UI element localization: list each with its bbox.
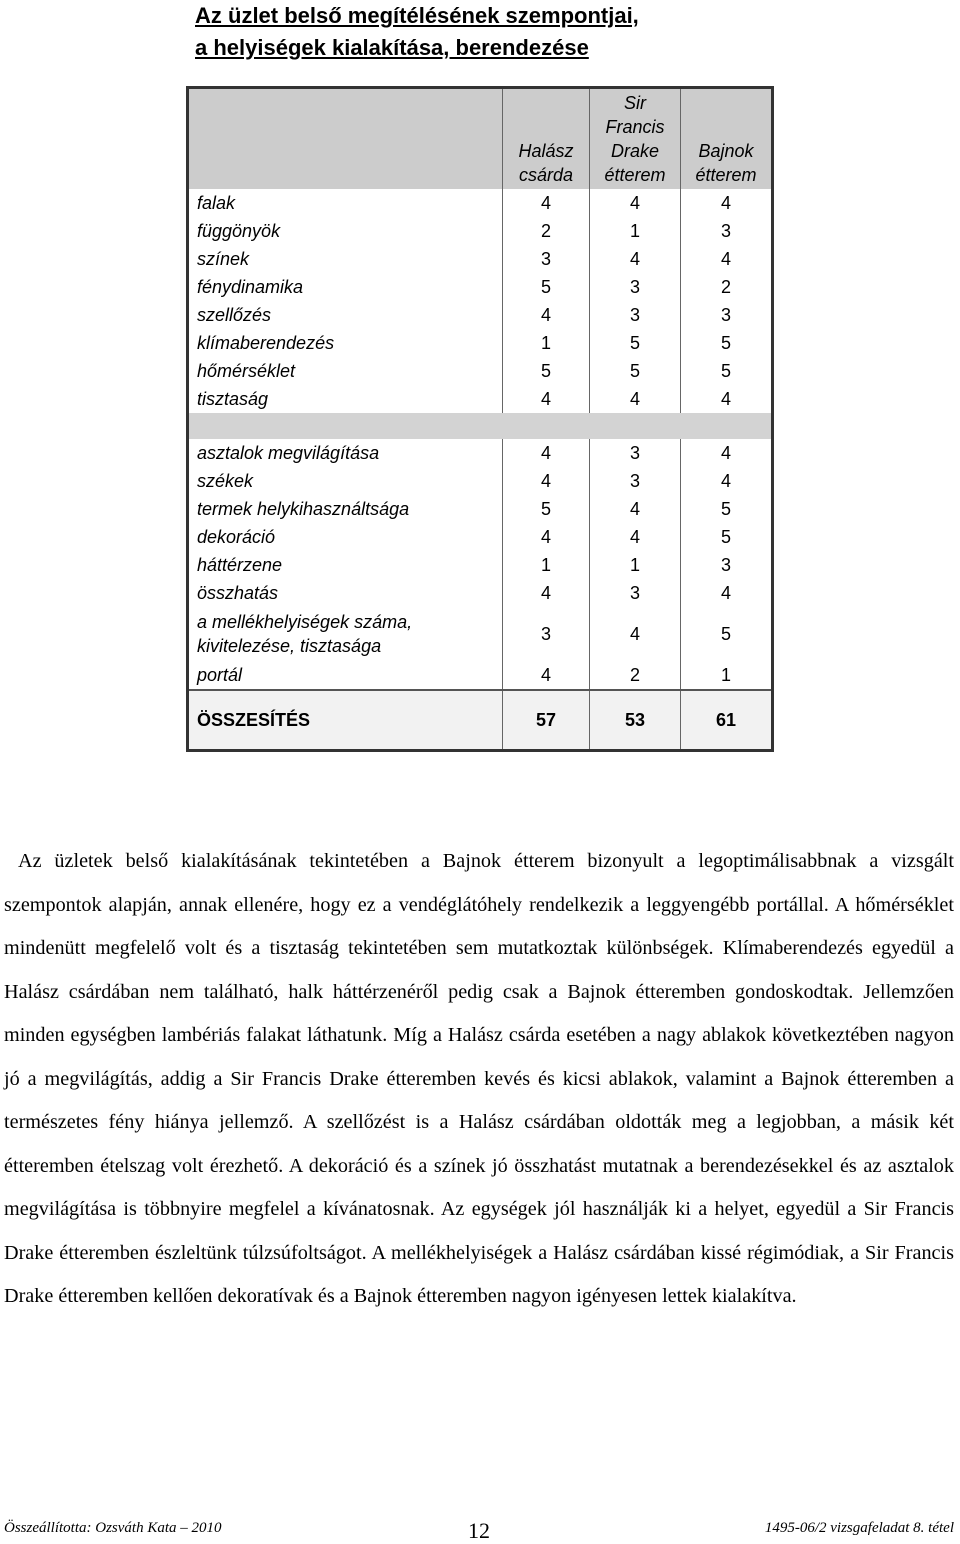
row-value: 3 [720, 221, 731, 241]
heading-line-1: Az üzlet belső megítélésének szempontjai, [195, 3, 639, 28]
total-value: 61 [681, 690, 773, 751]
row-label: függönyök [188, 217, 503, 245]
row-value: 5 [720, 333, 731, 353]
row-label: székek [188, 467, 503, 495]
row-value: 3 [590, 439, 681, 467]
row-label: összhatás [188, 579, 503, 607]
row-value: 4 [720, 471, 731, 491]
row-value: 5 [503, 357, 590, 385]
header-sir-francis-drake: Sir Francis Drake étterem [590, 88, 681, 190]
row-value: 5 [503, 273, 590, 301]
row-label: asztalok megvilágítása [188, 439, 503, 467]
header-bajnok-etterem: Bajnok étterem [681, 88, 773, 190]
row-value: 3 [590, 579, 681, 607]
row-label-line-2: kivitelezése, tisztasága [197, 636, 382, 656]
table-row [188, 661, 773, 690]
table-row [188, 329, 773, 357]
separator-cell [188, 413, 773, 439]
row-label: falak [188, 189, 503, 217]
row-value: 3 [503, 607, 590, 661]
table-row [188, 523, 773, 551]
table-row [188, 439, 773, 467]
footer-author: Összeállította: Ozsváth Kata – 2010 [4, 1520, 222, 1536]
row-value: 4 [590, 385, 681, 413]
row-value: 2 [503, 217, 590, 245]
row-value: 4 [503, 385, 590, 413]
row-value: 4 [503, 439, 590, 467]
row-label: szellőzés [188, 301, 503, 329]
heading-line-2: a helyiségek kialakítása, berendezése [195, 35, 589, 60]
row-value: 3 [720, 305, 731, 325]
row-value: 4 [503, 579, 590, 607]
row-value: 4 [720, 249, 731, 269]
group-separator-row [188, 413, 773, 439]
row-label: klímaberendezés [188, 329, 503, 357]
row-value: 3 [590, 301, 681, 329]
row-label [188, 607, 503, 661]
row-value: 5 [720, 527, 731, 547]
row-value: 4 [503, 189, 590, 217]
row-value: 2 [590, 661, 681, 690]
row-label: hőmérséklet [188, 357, 503, 385]
row-label: dekoráció [188, 523, 503, 551]
row-value: 4 [720, 583, 731, 603]
row-value: 4 [503, 523, 590, 551]
row-value: 4 [590, 495, 681, 523]
total-row [188, 690, 773, 751]
row-value: 4 [503, 467, 590, 495]
page-footer [4, 1510, 954, 1544]
page-number: 12 [468, 1518, 490, 1543]
header-blank-cell [188, 88, 503, 190]
table-header-row [188, 88, 773, 190]
row-value: 5 [503, 495, 590, 523]
row-value: 1 [720, 665, 731, 685]
total-value: 57 [503, 690, 590, 751]
table-row [188, 579, 773, 607]
row-value: 1 [590, 217, 681, 245]
header-halasz-csarda: Halász csárda [503, 88, 590, 190]
row-label: fénydinamika [188, 273, 503, 301]
row-value: 4 [720, 193, 731, 213]
section-heading [195, 0, 639, 64]
row-value: 4 [503, 661, 590, 690]
row-label-line-1: a mellékhelyiségek száma, [197, 612, 413, 632]
row-value: 1 [503, 551, 590, 579]
row-value: 4 [590, 523, 681, 551]
row-value: 4 [590, 189, 681, 217]
row-value: 3 [503, 245, 590, 273]
footer-exam-id: 1495-06/2 vizsgafeladat 8. tétel [764, 1520, 954, 1536]
table-row [188, 607, 773, 661]
row-value: 3 [590, 273, 681, 301]
row-value: 3 [720, 555, 731, 575]
table-row [188, 385, 773, 413]
score-table [186, 86, 774, 752]
row-label: portál [188, 661, 503, 690]
row-value: 4 [720, 443, 731, 463]
row-value: 1 [590, 551, 681, 579]
row-label: tisztaság [188, 385, 503, 413]
row-value: 4 [720, 389, 731, 409]
row-value: 3 [590, 467, 681, 495]
table-row [188, 189, 773, 217]
table-row [188, 495, 773, 523]
row-value: 5 [590, 329, 681, 357]
table-row [188, 357, 773, 385]
row-value: 4 [590, 245, 681, 273]
table-row [188, 301, 773, 329]
total-value: 53 [590, 690, 681, 751]
row-label: színek [188, 245, 503, 273]
row-value: 4 [503, 301, 590, 329]
row-value: 4 [590, 607, 681, 661]
row-value: 5 [720, 499, 731, 519]
table-row [188, 467, 773, 495]
row-label: termek helykihasználtsága [188, 495, 503, 523]
row-value: 2 [720, 277, 731, 297]
row-value: 5 [720, 624, 731, 644]
body-paragraph: Az üzletek belső kialakításának tekintetében a Bajnok étterem bizonyult a legoptimálisabbnak a vizsgált szempontok alapján, annak ellenére, hogy ez a vendéglátóhely rendelkezik a leggyengébb portállal. A hőmérséklet mindenütt megfelelő volt és a tisztaság tekintetében sem mutatkoztak különbségek. Klímaberendezés egyedül a Halász csárdában nem található, halk háttérzenéről pedig csak a Bajnok étteremben gondoskodtak. Jellemzően minden egységben lambériás falakat láthatunk. Míg a Halász csárda esetében a nagy ablakok következtében nagyon jó a megvilágítás, addig a Sir Francis Drake étteremben kevés és kicsi ablakok, valamint a Bajnok étteremben a természetes fény hiánya jellemző. A szellőzést is a Halász csárdában oldották meg a legjobban, a másik két étteremben ételszag volt érezhető. A dekoráció és a színek jó összhatást mutatnak a berendezésekkel és az asztalok megvilágítása is többnyire megfelel a kívánatosnak. Az egységek jól használják ki a helyet, egyedül a Sir Francis Drake étteremben észleltünk túlzsúfoltságot. A mellékhelyiségek a Halász csárdában kissé régimódiak, a Sir Francis Drake étteremben kellően dekoratívak és a Bajnok étteremben nagyon igényesen lettek kialakítva. [4, 850, 954, 1307]
row-value: 1 [503, 329, 590, 357]
row-value: 5 [590, 357, 681, 385]
row-label: háttérzene [188, 551, 503, 579]
total-label: ÖSSZESÍTÉS [188, 690, 503, 751]
table-row [188, 245, 773, 273]
table-row [188, 217, 773, 245]
table-row [188, 273, 773, 301]
table-row [188, 551, 773, 579]
row-value: 5 [720, 361, 731, 381]
